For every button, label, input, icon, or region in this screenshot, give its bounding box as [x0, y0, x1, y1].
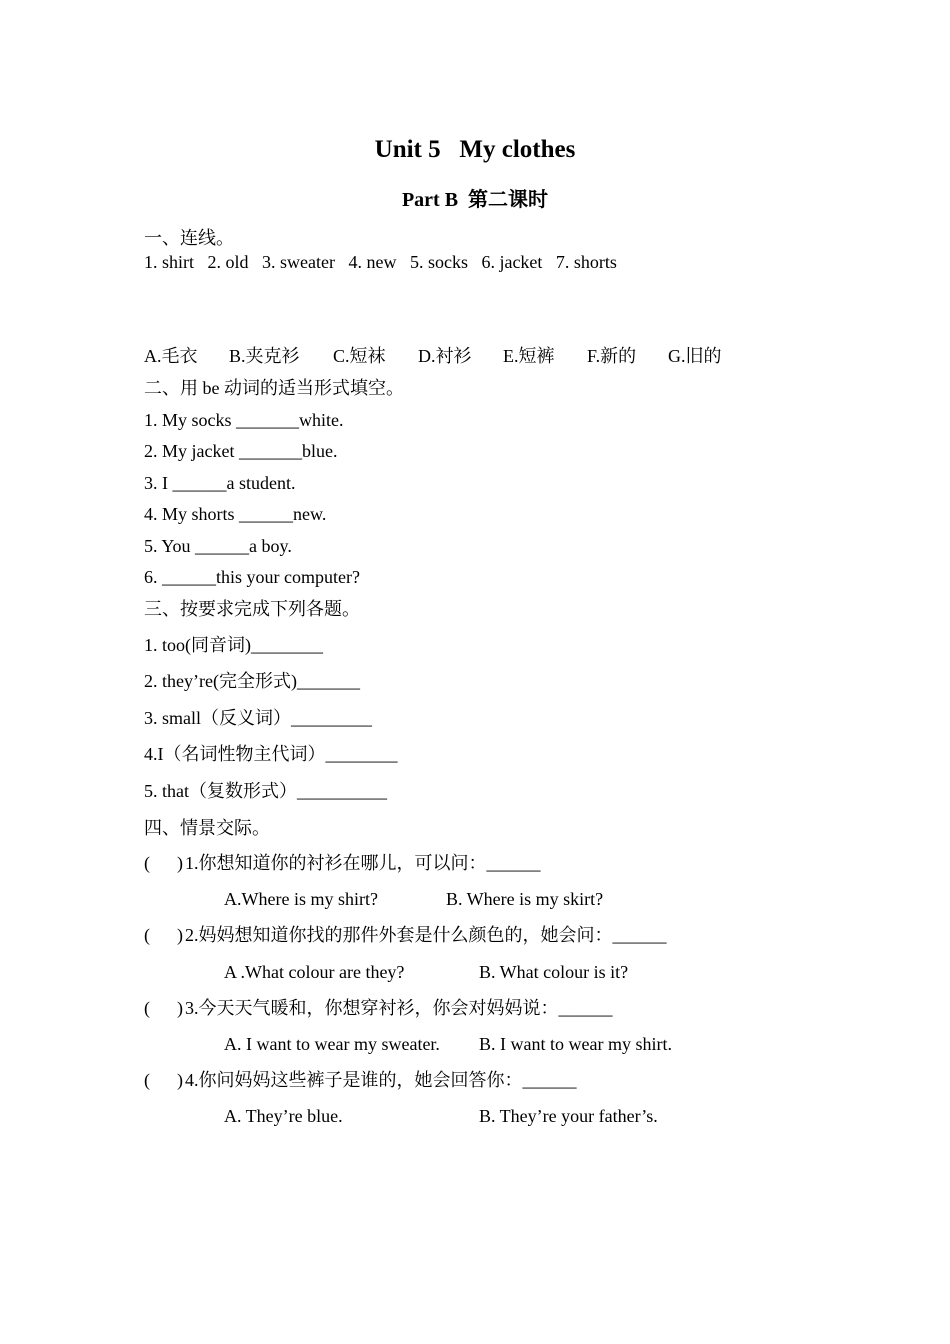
section1-meaning-a: A.毛衣	[144, 346, 198, 366]
option-b: B. Where is my skirt?	[446, 889, 604, 909]
section3-item: 3. small（反义词）_________	[144, 708, 372, 728]
option-a: A .What colour are they?	[224, 962, 405, 982]
question-text: 1.你想知道你的衬衫在哪儿，可以问：______	[185, 853, 541, 873]
section2-item: 4. My shorts ______new.	[144, 504, 327, 524]
option-b: B. I want to wear my shirt.	[479, 1034, 672, 1054]
section1-meaning-f: F.新的	[587, 346, 637, 366]
section2-item: 1. My socks _______white.	[144, 410, 344, 430]
section3-heading: 三、按要求完成下列各题。	[144, 599, 360, 619]
section3-item: 5. that（复数形式）__________	[144, 781, 387, 801]
section1-meaning-e: E.短裤	[503, 346, 555, 366]
option-b: B. They’re your father’s.	[479, 1106, 658, 1126]
section3-item: 1. too(同音词)________	[144, 635, 323, 655]
section2-heading: 二、用 be 动词的适当形式填空。	[144, 378, 404, 398]
section1-meaning-b: B.夹克衫	[229, 346, 300, 366]
question-text: 2.妈妈想知道你找的那件外套是什么颜色的，她会问：______	[185, 925, 667, 945]
section4-heading: 四、情景交际。	[144, 818, 270, 838]
section3-item: 4.I（名词性物主代词）________	[144, 744, 398, 764]
answer-bracket: ( )	[144, 1070, 183, 1090]
section1-meaning-d: D.衬衫	[418, 346, 472, 366]
option-a: A. I want to wear my sweater.	[224, 1034, 440, 1054]
page-title: Unit 5 My clothes	[374, 136, 576, 163]
section1-words: 1. shirt 2. old 3. sweater 4. new 5. socks 6. jacket 7. shorts	[144, 252, 617, 272]
option-a: A. They’re blue.	[224, 1106, 343, 1126]
question-text: 3.今天天气暖和，你想穿衬衫，你会对妈妈说：______	[185, 998, 613, 1018]
page-subtitle: Part B 第二课时	[401, 189, 549, 211]
section1-heading: 一、连线。	[144, 228, 234, 248]
section2-item: 3. I ______a student.	[144, 473, 296, 493]
option-a: A.Where is my shirt?	[224, 889, 378, 909]
section2-item: 5. You ______a boy.	[144, 536, 292, 556]
section1-meaning-c: C.短袜	[333, 346, 386, 366]
question-text: 4.你问妈妈这些裤子是谁的，她会回答你：______	[185, 1070, 577, 1090]
section2-item: 6. ______this your computer?	[144, 567, 360, 587]
answer-bracket: ( )	[144, 925, 183, 945]
answer-bracket: ( )	[144, 853, 183, 873]
section3-item: 2. they’re(完全形式)_______	[144, 671, 360, 691]
option-b: B. What colour is it?	[479, 962, 629, 982]
section2-item: 2. My jacket _______blue.	[144, 441, 338, 461]
section1-meaning-g: G.旧的	[668, 346, 722, 366]
answer-bracket: ( )	[144, 998, 183, 1018]
